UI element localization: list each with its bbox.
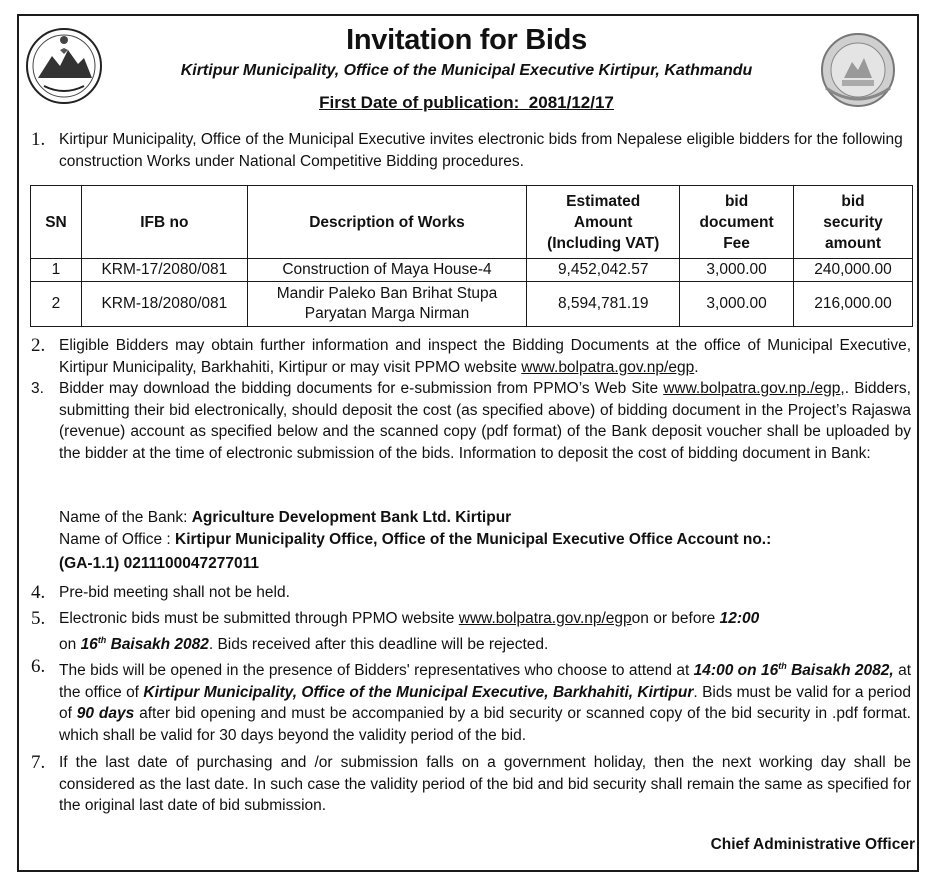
cell-ifb: KRM-17/2080/081 [81, 259, 247, 282]
page-subtitle: Kirtipur Municipality, Office of the Municipal Executive Kirtipur, Kathmandu [180, 62, 753, 79]
bank-name: Agriculture Development Bank Ltd. Kirtipur [191, 509, 512, 526]
deadline-time: 12:00 [719, 610, 760, 627]
paragraph-text: If the last date of purchasing and /or submission falls on a government holiday, then the next working day shall be considered as the last date. In such case the validity period of the bid and bid security shall remain the same as specified for the original last date of bid submission. [59, 754, 911, 814]
col-sn: SN [31, 186, 82, 259]
cell-sn: 2 [31, 282, 82, 327]
table-row [31, 282, 913, 327]
account-number: (GA-1.1) 0211100047277011 [59, 555, 259, 572]
page-title: Invitation for Bids [346, 24, 587, 56]
paragraph-text: Pre-bid meeting shall not be held. [59, 584, 290, 601]
table-header-row [31, 186, 913, 259]
cell-sn: 1 [31, 259, 82, 282]
paragraph-number: 5. [31, 608, 46, 629]
col-bid-security: bid security amount [794, 186, 913, 259]
col-ifb-no: IFB no [81, 186, 247, 259]
cell-description: Construction of Maya House-4 [247, 259, 527, 282]
paragraph-number: 4. [31, 582, 46, 603]
paragraph-1 [31, 129, 911, 172]
cell-fee: 3,000.00 [680, 259, 794, 282]
publication-date-line [0, 93, 933, 113]
works-table [30, 185, 913, 327]
paragraph-4 [31, 582, 911, 604]
paragraph-6: 6. The bids will be opened in the presence of Bidders' representatives who choose to attend at 14:00 on 16th Baisakh 2082, at the office of Kirtipur Municipality, Office of the Municipal Executive, Barkhahiti, Kirtipur. Bids must be valid for a period of 90 days after bid opening and must be accompanied by a bid security or scanned copy of the bid security in .pdf format. which shall be valid for 30 days beyond the validity period of the bid. [31, 656, 912, 744]
paragraph-text: Kirtipur Municipality, Office of the Municipal Executive invites electronic bids from Nepalese eligible bidders for the following construction Works under National Competitive Bidding procedures. [59, 131, 903, 170]
table-row [31, 259, 913, 282]
col-estimated-amount: Estimated Amount (Including VAT) [527, 186, 680, 259]
ppmo-link[interactable]: www.bolpatra.gov.np/egp [521, 358, 695, 376]
paragraph-text: ,. Bidders, submitting their bid electronically, should deposit the cost (as specified above) of bidding document in the Project’s Rajaswa (revenue) account as specified below and the scanned copy (pdf format) of the Bank deposit voucher shall be uploaded by the bidder at the time of electronic submission of the bids. Information to deposit the cost of bidding document in Bank: [59, 380, 911, 462]
cell-security: 240,000.00 [794, 259, 913, 282]
paragraph-2: 2. Eligible Bidders may obtain further information and inspect the Bidding Documents at the office of Municipal Executive, Kirtipur Municipality, Barkhahiti, Kirtipur or may visit PPMO website www.bolpatra.gov.np/egp. [31, 335, 911, 376]
signature-title: Chief Administrative Officer [710, 836, 915, 853]
cell-description: Mandir Paleko Ban Brihat Stupa Paryatan Marga Nirman [247, 282, 527, 327]
paragraph-number: 7. [31, 752, 46, 773]
cell-ifb: KRM-18/2080/081 [81, 282, 247, 327]
col-description: Description of Works [247, 186, 527, 259]
publication-label: First Date of publication: [319, 93, 520, 112]
bank-name-line: Name of the Bank: Agriculture Development Bank Ltd. Kirtipur [59, 509, 512, 526]
paragraph-text: Eligible Bidders may obtain further information and inspect the Bidding Documents at the office of Municipal Executive, Kirtipur Municipality, Barkhahiti, Kirtipur or may visit PPMO website [59, 337, 911, 376]
cell-amount: 9,452,042.57 [527, 259, 680, 282]
paragraph-5: 5. Electronic bids must be submitted through PPMO website www.bolpatra.gov.np/egpon or before 12:00 on 16th Baisakh 2082. Bids received after this deadline will be rejected. [31, 608, 760, 653]
ppmo-download-link[interactable]: www.bolpatra.gov.np./egp [663, 380, 841, 397]
paragraph-number: 1. [31, 129, 46, 150]
office-name-line: Name of Office : Kirtipur Municipality Office, Office of the Municipal Executive Office Account no.: [59, 531, 772, 548]
publication-date: 2081/12/17 [528, 93, 614, 112]
paragraph-3 [31, 378, 911, 464]
cell-fee: 3,000.00 [680, 282, 794, 327]
cell-amount: 8,594,781.19 [527, 282, 680, 327]
paragraph-number: 6. [31, 656, 46, 677]
col-document-fee: bid document Fee [680, 186, 794, 259]
paragraph-7 [31, 752, 911, 817]
validity-days: 90 days [76, 705, 135, 723]
opening-office: Kirtipur Municipality, Office of the Municipal Executive, Barkhahiti, Kirtipur [143, 683, 694, 701]
paragraph-number: 3. [31, 380, 44, 397]
submission-link[interactable]: www.bolpatra.gov.np/egp [458, 610, 632, 627]
paragraph-text: Bidder may download the bidding documents for e-submission from PPMO’s Web Site [59, 380, 664, 397]
office-name: Kirtipur Municipality Office, Office of the Municipal Executive Office Account no.: [175, 531, 772, 548]
cell-security: 216,000.00 [794, 282, 913, 327]
paragraph-number: 2. [31, 335, 46, 356]
